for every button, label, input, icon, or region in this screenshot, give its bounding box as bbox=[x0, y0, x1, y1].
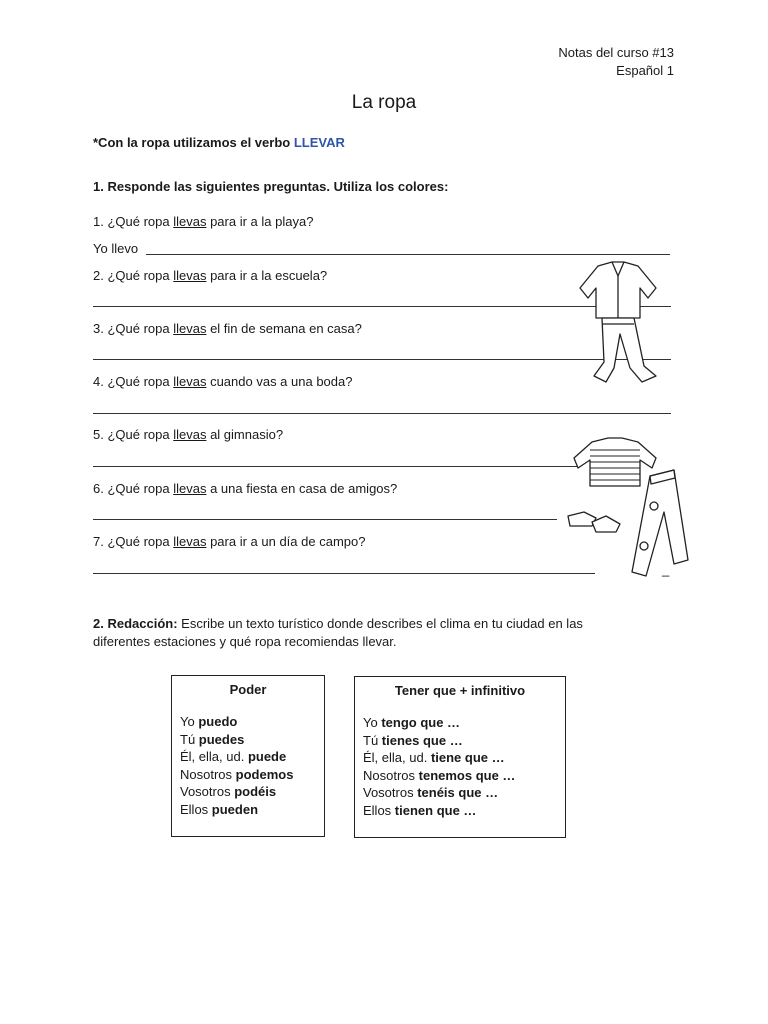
conjugation-row: Ellos pueden bbox=[180, 801, 259, 817]
question-verb: llevas bbox=[173, 427, 207, 442]
question-text: 6. ¿Qué ropa bbox=[93, 481, 174, 496]
answer-line-6[interactable] bbox=[93, 519, 557, 520]
answer-line-4[interactable] bbox=[93, 413, 671, 414]
answer-line-7[interactable] bbox=[93, 573, 595, 574]
question-verb: llevas bbox=[173, 321, 207, 336]
question-text: para ir a la playa? bbox=[206, 214, 314, 229]
conjugation-row: Tú puedes bbox=[180, 731, 245, 747]
conjugation-row: Vosotros podéis bbox=[180, 784, 277, 800]
page-title: La ropa bbox=[351, 92, 417, 113]
question-text: al gimnasio? bbox=[206, 427, 284, 442]
course-note: Notas del curso #13 bbox=[558, 45, 674, 60]
section2-label: 2. Redacción: bbox=[93, 616, 178, 631]
question-text: 2. ¿Qué ropa bbox=[93, 268, 174, 283]
pants-shape bbox=[594, 318, 656, 382]
intro-verb: LLEVAR bbox=[293, 135, 345, 150]
conjugation-row: Ellos tienen que … bbox=[363, 802, 477, 818]
conjugation-box-tener-que bbox=[354, 676, 566, 838]
answer-line-1[interactable] bbox=[146, 254, 670, 255]
conjugation-row: Nosotros tenemos que … bbox=[363, 767, 516, 783]
intro-line bbox=[93, 135, 345, 150]
conjugation-row: Yo tengo que … bbox=[363, 715, 461, 730]
conjugation-row: Vosotros tenéis que … bbox=[363, 785, 499, 801]
question-text: el fin de semana en casa? bbox=[206, 321, 362, 336]
question-1 bbox=[93, 214, 313, 229]
course-name: Español 1 bbox=[616, 63, 674, 78]
question-text: 1. ¿Qué ropa bbox=[93, 214, 174, 229]
question-text: para ir a la escuela? bbox=[206, 268, 328, 283]
conjugation-row: Nosotros podemos bbox=[180, 766, 294, 782]
question-6 bbox=[93, 481, 397, 496]
answer-prefix: Yo llevo bbox=[93, 241, 139, 256]
question-text: 7. ¿Qué ropa bbox=[93, 534, 174, 549]
intro-prefix: *Con la ropa utilizamos el verbo bbox=[93, 135, 294, 150]
question-2 bbox=[93, 268, 327, 283]
question-5 bbox=[93, 427, 283, 442]
question-text: cuando vas a una boda? bbox=[206, 374, 353, 389]
section1-heading: 1. Responde las siguientes preguntas. Utiliza los colores: bbox=[93, 179, 449, 194]
question-text: 4. ¿Qué ropa bbox=[93, 374, 174, 389]
question-verb: llevas bbox=[173, 214, 207, 229]
question-text: a una fiesta en casa de amigos? bbox=[206, 481, 398, 496]
conjugation-row: Él, ella, ud. puede bbox=[180, 749, 287, 765]
section2-text bbox=[93, 615, 583, 651]
question-verb: llevas bbox=[173, 268, 207, 283]
conjugation-row: Yo puedo bbox=[180, 714, 238, 729]
question-text: 5. ¿Qué ropa bbox=[93, 427, 174, 442]
question-text: 3. ¿Qué ropa bbox=[93, 321, 174, 336]
question-7 bbox=[93, 534, 365, 549]
section2-line1: Escribe un texto turístico donde describes el clima en tu ciudad en las bbox=[177, 616, 583, 631]
question-verb: llevas bbox=[173, 534, 207, 549]
conjugation-box-poder bbox=[171, 675, 325, 837]
box-title: Poder bbox=[229, 682, 267, 697]
box-title: Tener que + infinitivo bbox=[394, 683, 526, 698]
section2-line2: diferentes estaciones y qué ropa recomiendas llevar. bbox=[93, 634, 397, 649]
question-3 bbox=[93, 321, 362, 336]
conjugation-row: Él, ella, ud. tiene que … bbox=[363, 750, 505, 766]
sneaker-shape bbox=[568, 512, 596, 526]
sweater-jeans-illustration bbox=[562, 436, 694, 582]
question-verb: llevas bbox=[173, 374, 207, 389]
answer-line-5[interactable] bbox=[93, 466, 577, 467]
question-4 bbox=[93, 374, 352, 389]
shirt-pants-illustration bbox=[572, 258, 664, 386]
conjugation-row: Tú tienes que … bbox=[363, 732, 463, 748]
trailing-mark: _ bbox=[662, 562, 670, 577]
question-text: para ir a un día de campo? bbox=[206, 534, 366, 549]
question-verb: llevas bbox=[173, 481, 207, 496]
